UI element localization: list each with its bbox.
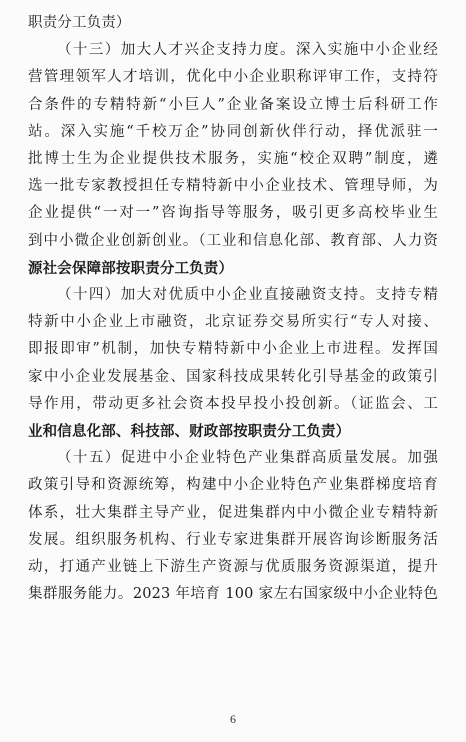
text-line: 职责分工负责） xyxy=(28,15,131,31)
paragraph-item-15 xyxy=(28,445,438,608)
text-line: 集群服务能力。2023 年培育 100 家左右国家级中小企业特色 xyxy=(28,586,438,603)
text-line: 源社会保障部按职责分工负责） xyxy=(28,259,234,277)
paragraph-item-13 xyxy=(28,37,438,282)
text-line: 动，打通产业链上下游生产资源与优质服务资源渠道，提升 xyxy=(28,559,438,576)
text-line: 合条件的专精特新“小巨人”企业备案设立博士后科研工作 xyxy=(28,96,438,113)
text-line: 体系，壮大集群主导产业，促进集群内中小微企业专精特新 xyxy=(28,504,438,521)
text-line: （十四）加大对优质中小企业直接融资支持。支持专精 xyxy=(57,287,438,304)
text-line: 选一批专家教授担任专精特新中小企业技术、管理导师，为 xyxy=(28,178,438,195)
text-line: 企业提供“一对一”咨询指导等服务，吸引更多高校毕业生 xyxy=(28,205,438,222)
paragraph-item-14 xyxy=(28,282,438,445)
text-line: 到中小微企业创新创业。（工业和信息化部、教育部、人力资 xyxy=(28,232,438,249)
text-line: 站。深入实施“千校万企”协同创新伙伴行动，择优派驻一 xyxy=(28,123,438,140)
text-line: 业和信息化部、科技部、财政部按职责分工负责） xyxy=(28,423,351,441)
text-line: （十五）促进中小企业特色产业集群高质量发展。加强 xyxy=(57,450,438,467)
text-line: 批博士生为企业提供技术服务，实施“校企双聘”制度，遴 xyxy=(28,151,438,168)
text-line: 导作用，带动更多社会资本投早投小投创新。（证监会、工 xyxy=(28,395,438,412)
page-number: 6 xyxy=(230,712,236,726)
text-line: 政策引导和资源统筹，构建中小企业特色产业集群梯度培育 xyxy=(28,477,438,494)
body-text xyxy=(28,10,438,608)
paragraph-continuation xyxy=(28,10,438,37)
text-line: 家中小企业发展基金、国家科技成果转化引导基金的政策引 xyxy=(28,368,438,385)
text-line: 即报即审”机制，加快专精特新中小企业上市进程。发挥国 xyxy=(28,341,438,358)
text-line: 特新中小企业上市融资，北京证券交易所实行“专人对接、 xyxy=(28,314,438,331)
text-line: （十三）加大人才兴企支持力度。深入实施中小企业经 xyxy=(57,42,438,59)
text-line: 发展。组织服务机构、行业专家进集群开展咨询诊断服务活 xyxy=(28,531,438,548)
text-line: 营管理领军人才培训，优化中小企业职称评审工作，支持符 xyxy=(28,69,438,86)
